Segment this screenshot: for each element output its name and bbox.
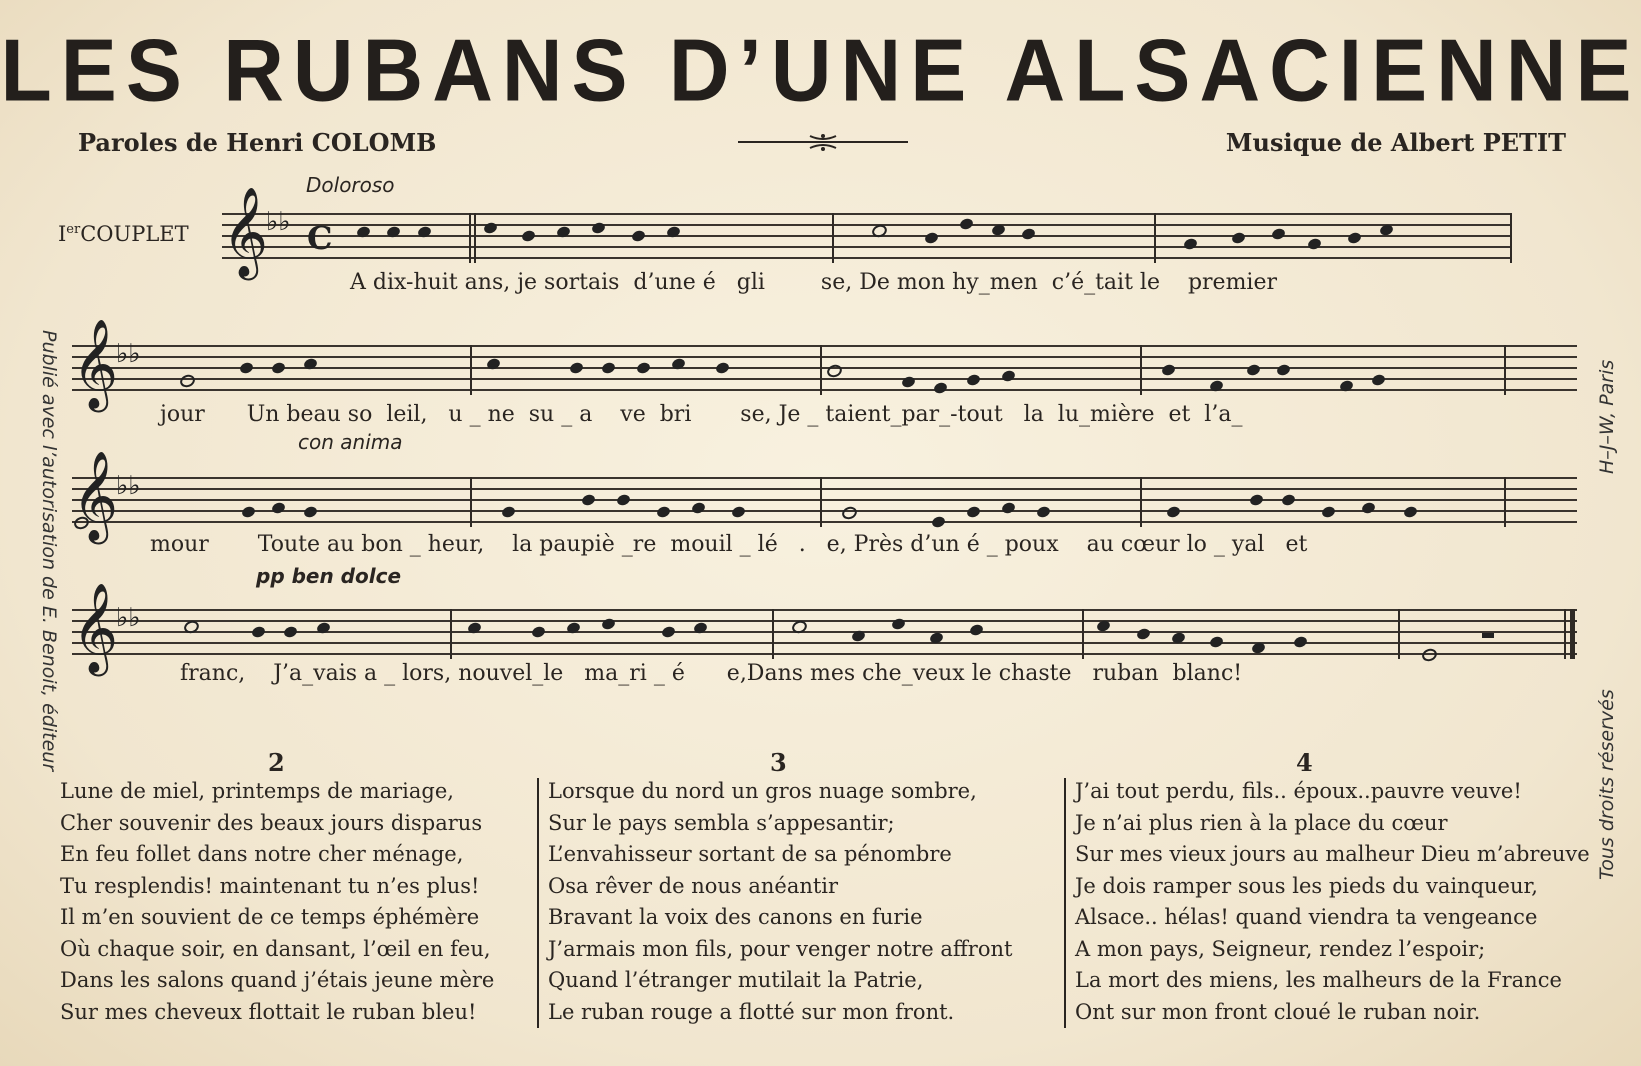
tempo-marking: pp ben dolce: [256, 564, 402, 588]
verse-3: Lorsque du nord un gros nuage sombre, Sur le pays sembla s’appesantir; L’envahisseur sortant de sa pénombre Osa rêver de nous anéantir Bravant la voix des canons en furie J’armais mon fils, pour venger notre affront Quand l’étranger mutilait la Patrie, Le ruban rouge a flotté sur mon front.: [548, 779, 1013, 1024]
treble-clef-icon: 𝄞: [222, 187, 269, 277]
treble-clef-icon: 𝄞: [72, 451, 119, 541]
lyrics-line: jour Un beau so leil, u _ ne su _ a ve bri se, Je _ taient_par_-tout la lu_mière et l’a_: [160, 402, 1243, 427]
publisher-authorization: Publié avec l’autorisation de E. Benoit, éditeur: [38, 330, 60, 772]
composer-credit: Musique de Albert PETIT: [1225, 128, 1566, 157]
music-staff-2: [72, 319, 1577, 409]
half-rest-icon: [1482, 633, 1494, 638]
column-divider: [1064, 778, 1066, 1028]
music-staff-3: [72, 451, 1577, 541]
key-signature-flats-icon: ♭♭: [116, 471, 141, 501]
lyrics-line: A dix-huit ans, je sortais d’une é gli se, De mon hy_men c’é_tait le premier: [350, 270, 1277, 295]
verse-number: 4: [1296, 748, 1313, 777]
music-staff-1: [222, 187, 1512, 277]
verse-number: 3: [770, 748, 787, 777]
verse-2: Lune de miel, printemps de mariage, Cher souvenir des beaux jours disparus En feu follet dans notre cher ménage, Tu resplendis! maintenant tu n’es plus! Il m’en souvient de ce temps éphémère Où chaque soir, en dansant, l’œil en feu, Dans les salons quand j’étais jeune mère Sur mes cheveux flottait le ruban bleu!: [60, 779, 495, 1024]
treble-clef-icon: 𝄞: [72, 583, 119, 673]
treble-clef-icon: 𝄞: [72, 319, 119, 409]
music-staff-4: [72, 583, 1577, 673]
tempo-marking: Doloroso: [306, 173, 395, 197]
column-divider: [537, 778, 539, 1028]
key-signature-flats-icon: ♭♭: [266, 207, 291, 237]
printer-credit: H–J–W, Paris: [1596, 360, 1618, 475]
song-title: LES RUBANS D’UNE ALSACIENNE: [0, 20, 1641, 120]
key-signature-flats-icon: ♭♭: [116, 603, 141, 633]
couplet-ordinal: Ier: [58, 222, 81, 246]
side-right-text: [1596, 360, 1618, 880]
verse-4: J’ai tout perdu, fils.. époux..pauvre veuve! Je n’ai plus rien à la place du cœur Sur mes vieux jours au malheur Dieu m’abreuve Je dois ramper sous les pieds du vainqueur, Alsace.. hélas! quand viendra ta vengeance A mon pays, Seigneur, rendez l’espoir; La mort des miens, les malheurs de la France Ont sur mon front cloué le ruban noir.: [1075, 779, 1590, 1024]
tempo-marking: con anima: [298, 430, 403, 454]
verse-number: 2: [268, 748, 285, 777]
key-signature-flats-icon: ♭♭: [116, 339, 141, 369]
couplet-label: IerCOUPLET: [58, 222, 189, 246]
asterisk-rule-ornament-icon: [738, 132, 908, 156]
lyricist-credit: Paroles de Henri COLOMB: [78, 128, 437, 157]
lyrics-line: franc, J’a_vais a _ lors, nouvel_le ma_ri _ é e,Dans mes che_veux le chaste ruban blanc!: [180, 661, 1243, 686]
time-signature: C: [307, 219, 333, 257]
rights-reserved: Tous droits réservés: [1596, 689, 1618, 880]
lyrics-line: mour Toute au bon _ heur, la paupiè _re mouil _ lé . e, Près d’un é _ poux au cœur lo _ yal et: [150, 532, 1308, 557]
